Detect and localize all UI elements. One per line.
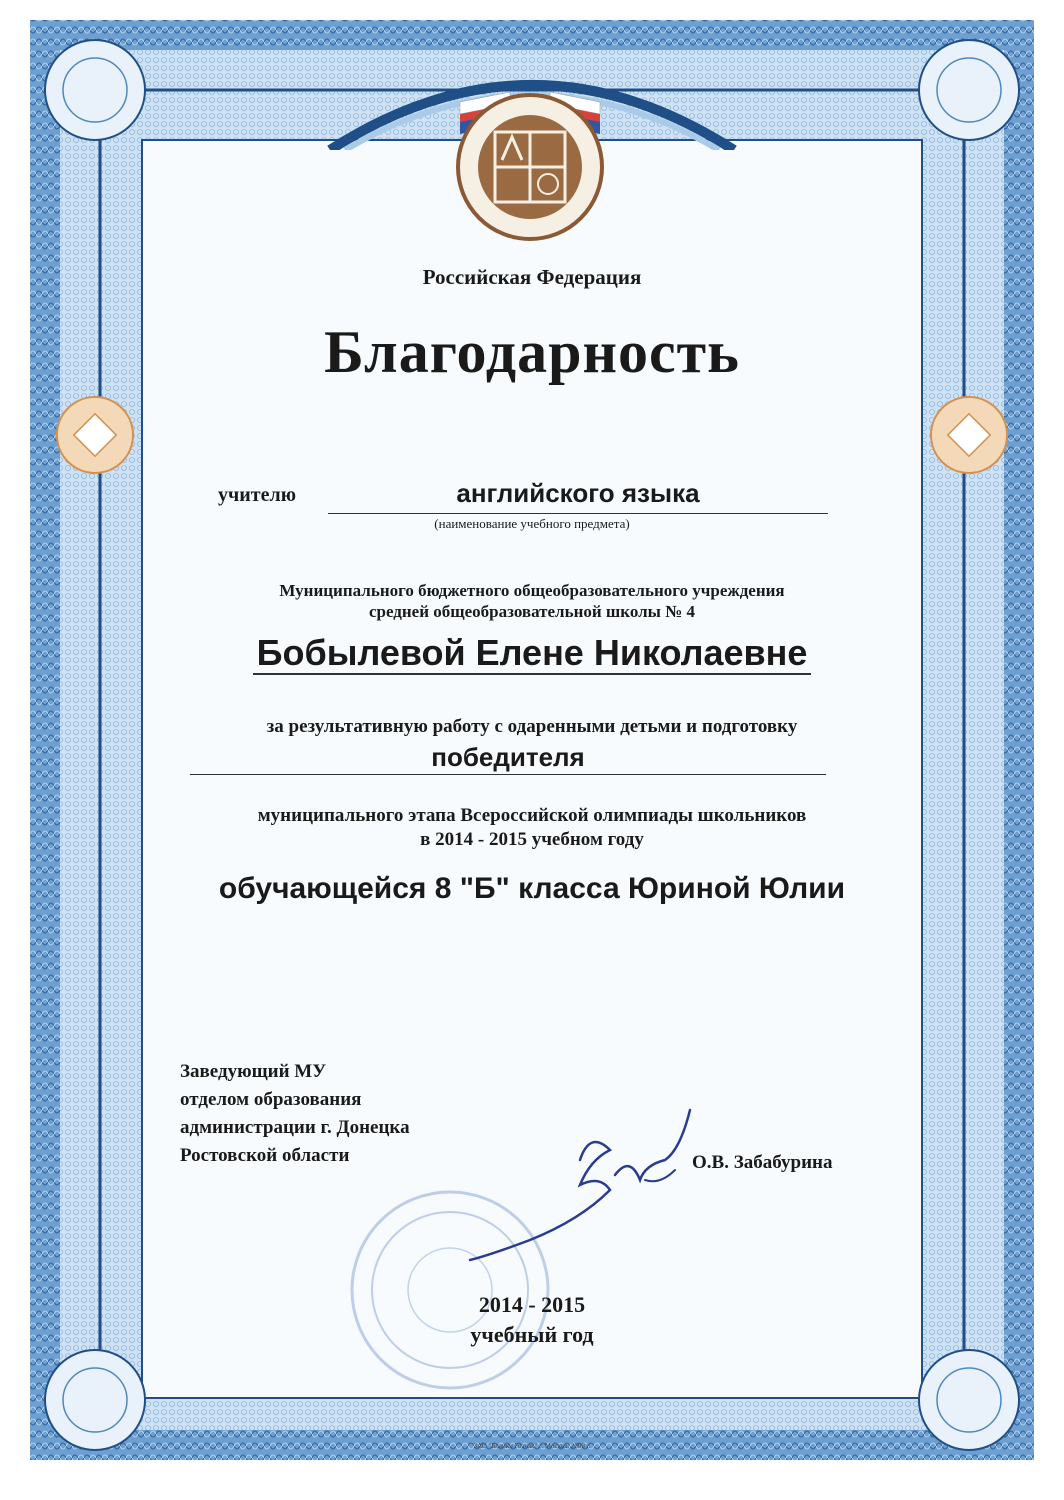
institution-line-1: Муниципального бюджетного общеобразовательного учреждения [279,581,785,600]
position-line-2: отделом образования [180,1089,362,1110]
olympiad-emblem-icon [440,72,620,252]
position-line-3: администрации г. Донецка [180,1117,410,1138]
olympiad-stage [0,804,1064,852]
recipient-name: Бобылевой Елене Николаевне [253,632,812,675]
recipient-prefix: учителю [218,484,297,506]
academic-year [0,1290,1064,1350]
position-line-4: Ростовской области [180,1145,350,1166]
institution [0,580,1064,622]
institution-line-2: средней общеобразовательной школы № 4 [368,602,696,621]
achievement-row [190,742,826,775]
stage-line-1: муниципального этапа Всероссийской олимпиады школьников [257,805,807,826]
subject-hint: (наименование учебного предмета) [434,516,630,531]
country-heading: Российская Федерация [422,265,642,289]
handwritten-signature [440,1090,700,1280]
achievement-value: победителя [431,742,585,772]
signer-name: О.В. Забабурина [692,1152,833,1173]
certificate-title: Благодарность [324,319,740,385]
printer-note: ЗАО "Бланки Гознак" г. Москва, 2008 г. [473,1442,591,1450]
position-line-1: Заведующий МУ [180,1061,327,1082]
student-line: обучающейся 8 "Б" класса Юриной Юлии [218,872,846,905]
subject-value: английского языка [456,478,700,508]
year-label: учебный год [470,1322,594,1347]
subject-row [218,480,828,514]
recipient-name-row [0,632,1064,674]
subject-underline [328,513,828,514]
year-range: 2014 - 2015 [478,1292,586,1317]
signer-position [180,1058,410,1170]
stage-line-2: в 2014 - 2015 учебном году [420,829,644,850]
reason-text: за результативную работу с одаренными детьми и подготовку [266,716,798,737]
